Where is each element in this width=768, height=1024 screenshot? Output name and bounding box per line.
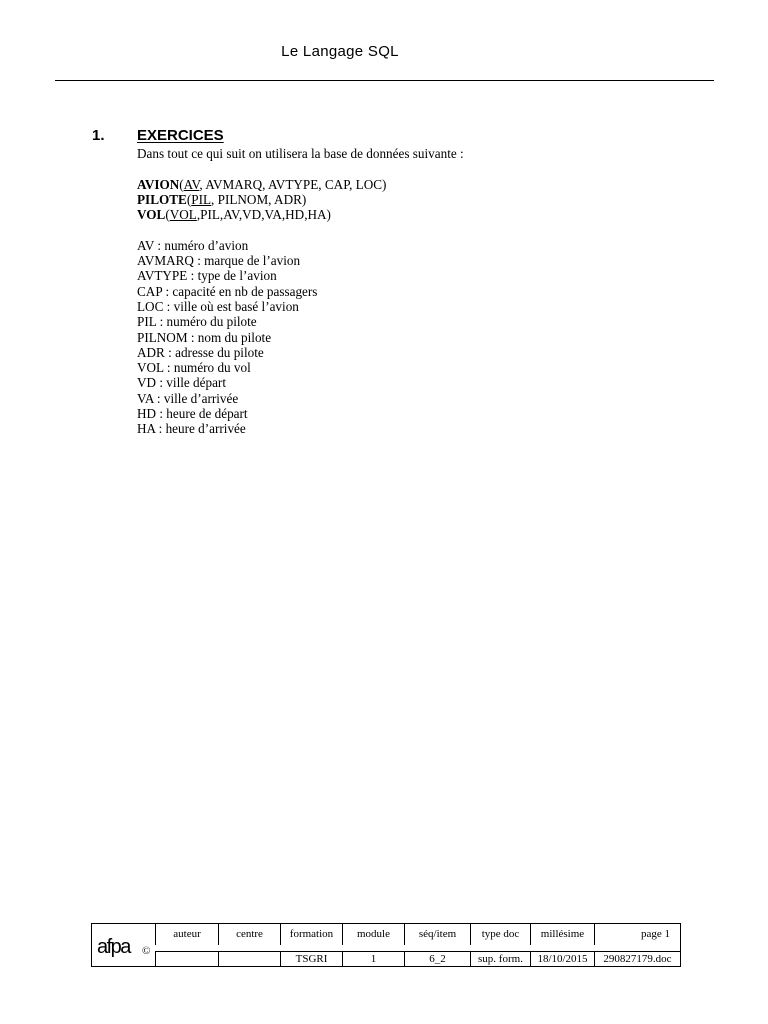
header-rule	[55, 80, 714, 81]
footer-header-auteur: auteur	[155, 924, 218, 945]
definition-line: HA : heure d’arrivée	[137, 421, 246, 437]
section-title: EXERCICES	[137, 127, 224, 144]
definition-line: AV : numéro d’avion	[137, 237, 249, 253]
footer-page-number: page 1	[594, 924, 680, 945]
definition-line: VOL : numéro du vol	[137, 360, 251, 376]
primary-key: PIL	[191, 191, 212, 207]
intro-text: Dans tout ce qui suit on utilisera la base de données suivante :	[137, 146, 464, 161]
footer-header-seq-item: séq/item	[404, 924, 470, 945]
definition-line: AVTYPE : type de l’avion	[137, 268, 277, 284]
paren-open: (	[186, 191, 192, 207]
definition-line: HD : heure de départ	[137, 406, 248, 422]
footer-header-module: module	[342, 924, 404, 945]
primary-key: VOL	[169, 207, 197, 223]
footer-header-type-doc: type doc	[470, 924, 530, 945]
attributes: , PILNOM, ADR)	[211, 191, 307, 207]
definition-line: ADR : adresse du pilote	[137, 344, 264, 360]
footer-value-module: 1	[342, 951, 404, 966]
copyright-icon: ©	[142, 945, 151, 957]
paren-open: (	[165, 207, 170, 223]
schema-pilote	[137, 192, 464, 207]
document-body	[137, 146, 464, 437]
relation-name: VOL	[137, 207, 166, 223]
footer-value-filename: 290827179.doc	[594, 951, 680, 966]
footer-header-centre: centre	[218, 924, 280, 945]
attributes: ,PIL,AV,VD,VA,HD,HA)	[196, 207, 331, 223]
definition-line: LOC : ville où est basé l’avion	[137, 298, 299, 314]
attributes: , AVMARQ, AVTYPE, CAP, LOC)	[199, 176, 387, 192]
relation-name: PILOTE	[137, 191, 187, 207]
afpa-logo: afpa	[97, 936, 130, 958]
section-number: 1.	[92, 127, 105, 144]
document-header-title: Le Langage SQL	[281, 43, 399, 60]
definition-line: VA : ville d’arrivée	[137, 390, 239, 406]
relation-name: AVION	[137, 176, 180, 192]
schema-avion	[137, 177, 464, 192]
definition-line: AVMARQ : marque de l’avion	[137, 253, 301, 269]
footer-value-auteur	[155, 951, 218, 966]
definition-line: VD : ville départ	[137, 375, 226, 391]
definition-line: CAP : capacité en nb de passagers	[137, 283, 318, 299]
footer-value-millesime: 18/10/2015	[530, 951, 594, 966]
spacer	[137, 222, 464, 237]
footer-value-formation: TSGRI	[280, 951, 342, 966]
footer-info-table	[91, 923, 681, 967]
footer-value-type-doc: sup. form.	[470, 951, 530, 966]
schema-vol	[137, 207, 464, 222]
footer-header-millesime: millésime	[530, 924, 594, 945]
footer-value-centre	[218, 951, 280, 966]
paren-open: (	[179, 176, 184, 192]
footer-header-formation: formation	[280, 924, 342, 945]
footer-logo-cell	[92, 924, 155, 966]
primary-key: AV	[183, 176, 200, 192]
footer-value-seq-item: 6_2	[404, 951, 470, 966]
definition-line: PIL : numéro du pilote	[137, 314, 257, 330]
definition-line: PILNOM : nom du pilote	[137, 329, 272, 345]
spacer	[137, 161, 464, 176]
